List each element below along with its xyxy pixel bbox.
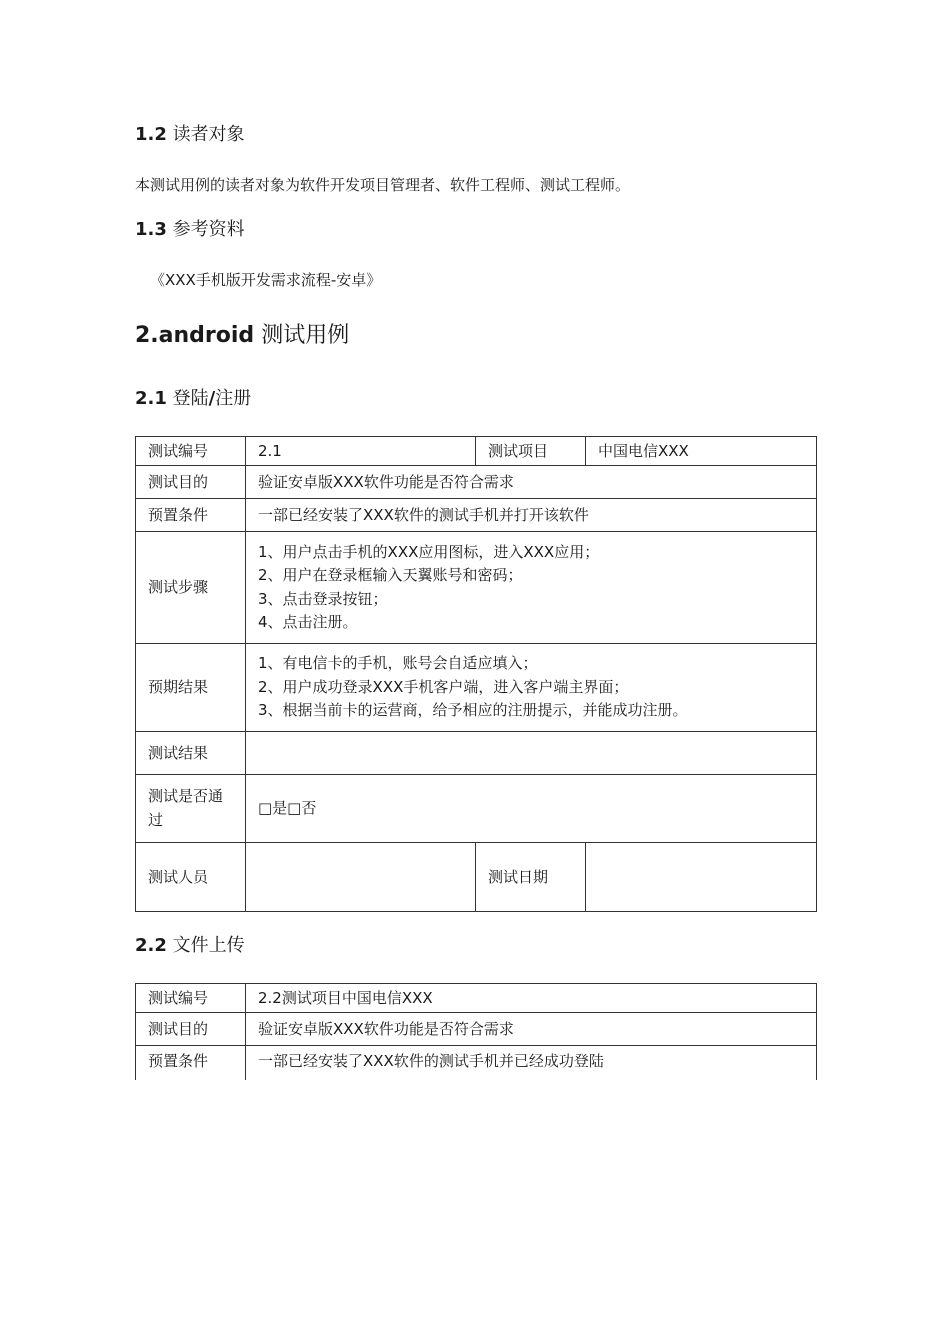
table-row — [136, 499, 817, 532]
cell-value: 一部已经安装了XXX软件的测试手机并已经成功登陆 — [246, 1046, 817, 1081]
table-row — [136, 1046, 817, 1081]
cell-label: 预置条件 — [136, 499, 246, 532]
test-case-table-2-2 — [135, 983, 817, 1080]
cell-label: 测试目的 — [136, 1013, 246, 1046]
heading-2-2: 2.2 文件上传 — [135, 935, 245, 956]
cell-label: 预期结果 — [136, 644, 246, 732]
table-row — [136, 843, 817, 912]
cell-tester-value — [246, 843, 476, 912]
cell-label: 测试日期 — [476, 843, 586, 912]
cell-value: 2.1 — [246, 437, 476, 466]
cell-label — [136, 775, 246, 843]
table-2-2-clip — [0, 983, 950, 1080]
cell-pass-checkboxes: □是□否 — [246, 775, 817, 843]
paragraph-readers: 本测试用例的读者对象为软件开发项目管理者、软件工程师、测试工程师。 — [135, 176, 631, 194]
list-item: 1、有电信卡的手机，账号会自适应填入； — [258, 654, 538, 673]
list-item: 2、用户在登录框输入天翼账号和密码； — [258, 566, 523, 584]
table-row — [136, 984, 817, 1013]
cell-label: 测试编号 — [136, 437, 246, 466]
cell-label: 测试编号 — [136, 984, 246, 1013]
list-item: 3、根据当前卡的运营商，给予相应的注册提示，并能成功注册。 — [258, 701, 688, 720]
cell-label: 测试项目 — [476, 437, 586, 466]
cell-value: 一部已经安装了XXX软件的测试手机并打开该软件 — [246, 499, 817, 532]
cell-label: 预置条件 — [136, 1046, 246, 1081]
cell-date-value — [586, 843, 817, 912]
cell-value: 中国电信XXX — [586, 437, 817, 466]
table-row — [136, 732, 817, 775]
cell-expected — [246, 644, 817, 732]
test-case-table-2-1 — [135, 436, 817, 912]
label-line: 过 — [148, 810, 164, 829]
table-row — [136, 644, 817, 732]
cell-result-value — [246, 732, 817, 775]
cell-value: 验证安卓版XXX软件功能是否符合需求 — [246, 466, 817, 499]
table-row — [136, 437, 817, 466]
cell-label: 测试结果 — [136, 732, 246, 775]
heading-1-3: 1.3 参考资料 — [135, 219, 245, 240]
cell-value: 验证安卓版XXX软件功能是否符合需求 — [246, 1013, 817, 1046]
table-row — [136, 466, 817, 499]
table-row — [136, 775, 817, 843]
list-item: 3、点击登录按钮； — [258, 589, 388, 608]
cell-label: 测试目的 — [136, 466, 246, 499]
heading-2-1: 2.1 登陆/注册 — [135, 388, 252, 409]
table-row — [136, 532, 817, 644]
heading-chapter-2: 2.android 测试用例 — [135, 323, 350, 348]
list-item: 1、用户点击手机的XXX应用图标，进入XXX应用； — [258, 542, 600, 561]
cell-steps — [246, 532, 817, 644]
table-row — [136, 1013, 817, 1046]
paragraph-reference: 《XXX手机版开发需求流程-安卓》 — [150, 271, 382, 289]
cell-value: 2.2测试项目中国电信XXX — [246, 984, 817, 1013]
list-item: 4、点击注册。 — [258, 613, 358, 631]
label-line: 测试是否通 — [148, 787, 224, 805]
list-item: 2、用户成功登录XXX手机客户端，进入客户端主界面； — [258, 677, 629, 696]
heading-1-2: 1.2 读者对象 — [135, 124, 245, 145]
cell-label: 测试步骤 — [136, 532, 246, 644]
cell-label: 测试人员 — [136, 843, 246, 912]
